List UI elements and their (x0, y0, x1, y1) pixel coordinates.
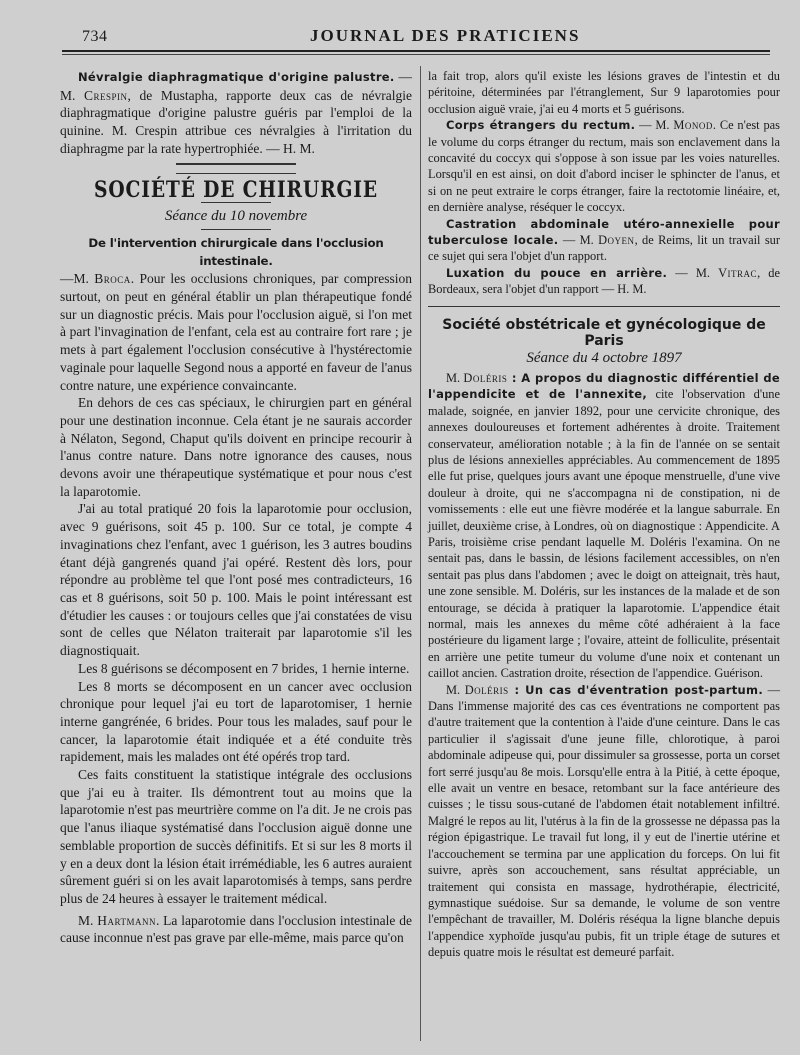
paragraph: la fait trop, alors qu'il existe les lésions graves de l'intestin et du péritoine, déterminées par l'étranglement, Sur 9 laparotomies pour occlusion aiguë vraie, j'ai eu 4 morts et 5 guérisons. (428, 69, 780, 116)
paragraph: M. Doléris : Un cas d'éventration post-partum. — Dans l'immense majorité des cas ces éventrations ne comportent pas d'autre traitement que la contention à l'aide d'une ceinture. Dans le cas particulier il s'agissait d'une jeune fille, chlorotique, à paroi abdominale adipeuse qui, pour dissimuler sa grossesse, porta un corset fort serré jusqu'au 8e mois. Lorsqu'elle entra à la Pitié, à cette époque, elle avait un ventre en besace, retombant sur la face antérieure des cuisses ; le tissu sous-cutané de l'abdomen était notablement infiltré. Malgré le repos au lit, l'utérus à la fin de la grossesse ne dépassa pas la région épigastrique. Le travail fut long, il y eut de l'inertie utérine et l'accouchement se termina par une application du forceps. On lui fit suivre, après son accouchement, sans résultat appréciable, un traitement qui consista en massage, hydrothérapie, électricité, gymnastique suédoise. Sur sa demande, le volume de son ventre l'empêchant de travailler, M. Doléris réséqua la ligne blanche depuis l'appendice xyphoïde jusqu'au pubis, fit un triple étage de sutures et depuis quatre mois le résultat est demeuré parfait. (428, 682, 780, 960)
paragraph: M. Doléris : A propos du diagnostic différentiel de l'appendicite et de l'annexite, cite l'observation d'une malade, soignée, en janvier 1892, pour une cervicite chronique, des annexes douloureuses et fortement adhérentes à droite. Traitement conservateur, amélioration notable ; à la fin de l'année on se sentait plus de lésions annexielles appréciables. Au commencement de 1895 elle fut prise, quelques jours avant une époque menstruelle, d'une vive douleur à droite, qui ne s'accompagna ni de constipation, ni de vomissements : elle eut une fièvre modérée et la langue saburrale. En juillet, deuxième crise, à Londres, où on diagnostique : Appendicite. A Paris, troisième crise pendant laquelle M. Doléris l'examina. On ne sentait pas, dans le bassin, de lésions facilement accessibles, on n'en sentait pas plus dans l'abdomen ; avec le doigt on atteignait, très haut, une zone sensible. M. Doléris, sur les instances de la malade et de son entourage, se décida à pratiquer la laparotomie. L'appendice était normal, mais les annexes du même côté adhéraient à la face postérieure du ligament large ; l'ovaire, atteint de folliculite, présentait en arrière une petite tumeur du volume d'une noix et contenant un caillot ancien. Castration droite, résection de l'appendice. Guérison. (428, 370, 781, 681)
author-name: Doléris (464, 682, 509, 697)
article-title: Castration abdominale utéro-annexielle pour tuberculose locale. (428, 216, 780, 248)
paragraph: Castration abdominale utéro-annexielle pour tuberculose locale. — M. Doyen, de Reims, lit un travail sur ce sujet qui sera l'objet d'un rapport. (428, 216, 780, 264)
seance-date: Séance du 10 novembre (164, 208, 308, 225)
paragraph: Ces faits constituent la statistique intégrale des occlusions que j'ai eu à traiter. Ils démontrent tout au moins que la laparotomie n'est pas meurtrière comme on l'a dit. Je ne crois pas que l'anus iliaque systématisé dans l'occlusion aiguë donne une semblable proportion de succès définitifs. Et si sur les 8 morts il y en a deux dont la lésion était irrémédiable, les 6 autres auraient sûrement guéri si on les avait laparotomisés à temps, sans perdre plus de 24 heures à essayer le traitement médical. (60, 767, 412, 906)
paragraph: Luxation du pouce en arrière. — M. Vitrac, de Bordeaux, sera l'objet d'un rapport — H. M. (428, 265, 780, 297)
author-name: Monod (673, 118, 713, 133)
article-title: : Un cas d'éventration post-partum. (508, 682, 763, 697)
paragraph: Corps étrangers du rectum. — M. Monod. Ce n'est pas le volume du corps étranger du rectum, mais son enclavement dans la concavité du coccyx qui s'oppose à son issue par les voies naturelles. Lorsqu'il en est ainsi, on doit d'abord inciser le sphincter de l'anus, et si on ne peut extraire le corps étranger, faire la rectotomie linéaire, et, en dernière analyse, réséquer le coccyx. (428, 118, 780, 215)
author-name: Doyen (598, 233, 635, 248)
section-title: SOCIÉTÉ DE CHIRURGIE (93, 176, 379, 203)
paragraph: M. Hartmann. La laparotomie dans l'occlusion intestinale de cause inconnue n'est pas grave par elle-même, mais parce qu'on (60, 912, 412, 946)
page-number: 734 (82, 28, 108, 45)
intro-paragraph: Névralgie diaphragmatique d'origine palustre. — M. Crespin, de Mustapha, rapporte deux cas de névralgie diaphragmatique d'origine palustre guéris par l'emploi de la quinine. M. Crespin attribue ces névralgies à l'irritation du diaphragme par la rate hypertrophiée. — H. M. (60, 69, 412, 156)
author-name: Crespin (84, 87, 128, 103)
section-title: Société obstétricale et gynécologique de Paris (442, 316, 766, 350)
paragraph: Les 8 guérisons se décomposent en 7 brides, 1 hernie interne. (78, 660, 410, 676)
author-name: Doléris (463, 370, 508, 385)
running-header (62, 22, 770, 50)
paragraph: —M. Broca. Pour les occlusions chroniques, par compression surtout, on peut en général établir un plan thérapeutique fondé sur un diagnostic précis. Mais pour l'occlusion aiguë, si l'on met à part l'invagination de l'enfant, cela est au contraire fort rare ; je mets à part également l'occlusion consécutive à l'hystérectomie vaginale pour laquelle Segond nous a apporté en faveur de l'anus contre nature, une expérience convaincante. (60, 271, 412, 393)
left-column (60, 68, 412, 947)
column-divider (420, 66, 421, 1041)
article-title: Luxation du pouce en arrière. (446, 265, 668, 280)
paragraph: En dehors de ces cas spéciaux, le chirurgien part en général pour une destination inconnue. Cela étant je ne saurais accorder à Nélaton, Segond, Chaput qu'ils doivent en principe recourir à l'anus contre nature. Dans notre ignorance des causes, nous devons avoir une thérapeutique systématique et pour nous c'est la laparotomie. (60, 395, 412, 499)
paragraph: Les 8 morts se décomposent en un cancer avec occlusion chronique pour lequel j'ai eu tort de laparotomiser, 1 hernie interne gangrénée, 6 brides. Pour tous les malades, sauf pour le cancer, la laparotomie était indiquée et a été conduite très rapidement, mais les malades ont été opérés trop tard. (60, 678, 412, 765)
ornament-rule (176, 163, 296, 174)
header-rule-thin (62, 54, 770, 55)
author-name: Broca (94, 271, 131, 287)
paragraph: J'ai au total pratiqué 20 fois la laparotomie pour occlusion, avec 9 guérisons, soit 45 p. 100. Sur ce total, je compte 4 invaginations chez l'enfant, avec 1 guérison, les 3 autres boudins étant déjà gangrenés quand j'ai opéré. Restent dès lors, pour répondre au problème tel que l'ont posé mes contradicteurs, 16 cas et 8 guérisons, soit 50 p. 100. Mais le point intéressant est d'étudier les causes : or toujours celles que j'ai constatées de visu sont de celles que Nélaton traiterait par laparotomie s'il les diagnostiquait. (60, 501, 412, 659)
journal-title: JOURNAL DES PRATICIENS (310, 26, 581, 45)
article-subhead: De l'intervention chirurgicale dans l'occlusion intestinale. (88, 235, 384, 268)
author-name: Vitrac (718, 265, 758, 280)
seance-date: Séance du 4 octobre 1897 (526, 349, 682, 366)
header-rule (62, 50, 770, 52)
short-rule (201, 229, 271, 230)
section-rule (428, 306, 780, 307)
intro-title: Névralgie diaphragmatique d'origine palustre. (78, 70, 395, 84)
article-title: Corps étrangers du rectum. (446, 118, 636, 133)
article-title: : A propos du diagnostic différentiel de l'appendicite et de l'annexite, (428, 370, 780, 402)
author-name: Hartmann (97, 912, 156, 928)
right-column (428, 68, 780, 961)
